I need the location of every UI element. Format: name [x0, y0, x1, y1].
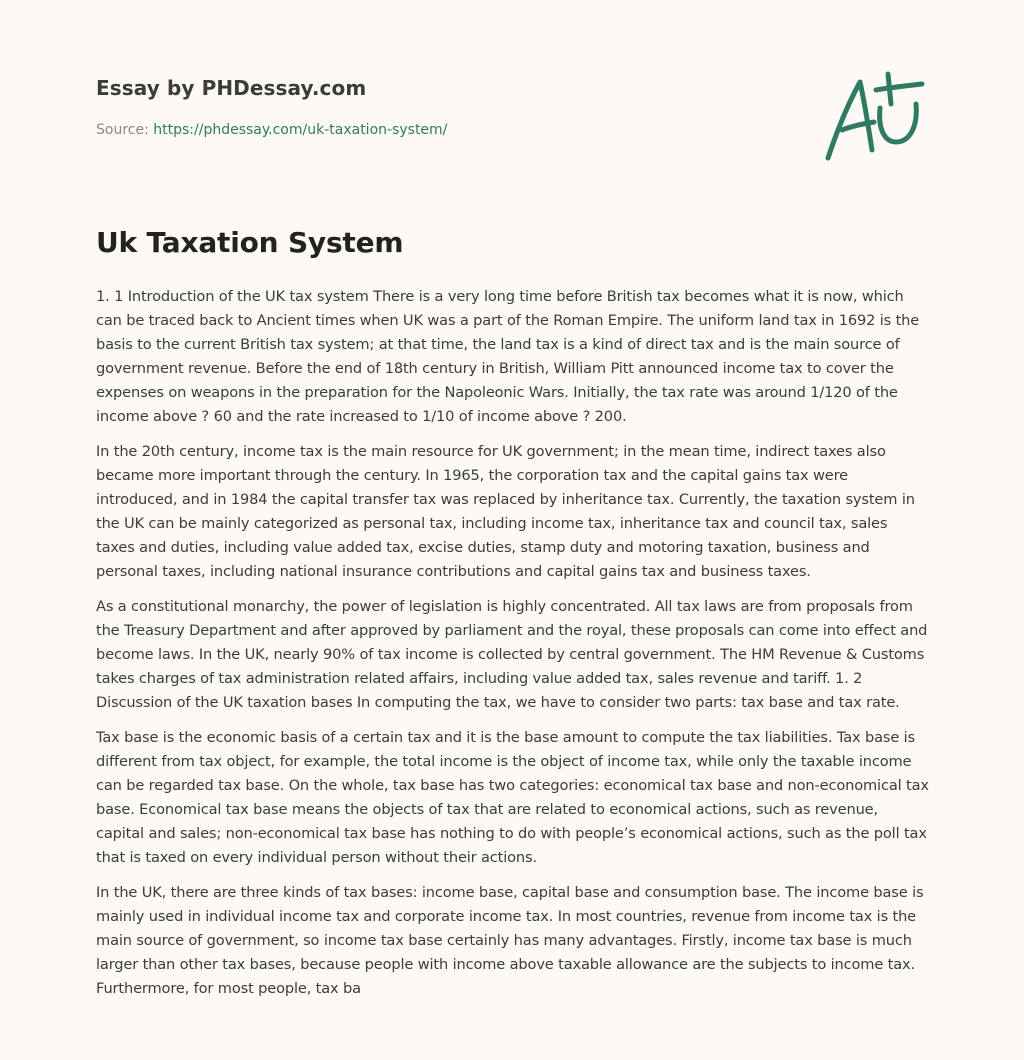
source-label: Source: — [96, 122, 154, 138]
source-line — [96, 122, 796, 138]
paragraph: 1. 1 Introduction of the UK tax system There is a very long time before British tax becomes what it is now, which can be traced back to Ancient times when UK was a part of the Roman Empire. The uniform land tax in 1692 is the basis to the current British tax system; at that time, the land tax is a kind of direct tax and is the main source of government revenue. Before the end of 18th century in British, William Pitt announced income tax to cover the expenses on weapons in the preparation for the Napoleonic Wars. Initially, the tax rate was around 1/120 of the income above ? 60 and the rate increased to 1/10 of income above ? 200. — [96, 288, 920, 425]
paragraph: In the 20th century, income tax is the main resource for UK government; in the mean time, indirect taxes also became more important through the century. In 1965, the corporation tax and the capital gains tax were introduced, and in 1984 the capital transfer tax was replaced by inheritance tax. Currently, the taxation system in the UK can be mainly categorized as personal tax, including income tax, inheritance tax and council tax, sales taxes and duties, including value added tax, excise duties, stamp duty and motoring taxation, business and personal taxes, including national insurance contributions and capital gains tax and business taxes. — [96, 443, 915, 580]
essay-body — [96, 285, 930, 1012]
essay-header — [96, 76, 796, 138]
a-plus-grade-icon — [818, 66, 930, 166]
essay-title: Uk Taxation System — [96, 226, 404, 259]
site-brand: Essay by PHDessay.com — [96, 76, 367, 100]
paragraph: As a constitutional monarchy, the power of legislation is highly concentrated. All tax laws are from proposals from the Treasury Department and after approved by parliament and the royal, these proposals can come into effect and become laws. In the UK, nearly 90% of tax income is collected by central government. The HM Revenue & Customs takes charges of tax administration related affairs, including value added tax, sales revenue and tariff. 1. 2 Discussion of the UK taxation bases In computing the tax, we have to consider two parts: tax base and tax rate. — [96, 598, 928, 711]
paragraph: In the UK, there are three kinds of tax bases: income base, capital base and consumption base. The income base is mainly used in individual income tax and corporate income tax. In most countries, revenue from income tax is the main source of government, so income tax base certainly has many advantages. Firstly, income tax base is much larger than other tax bases, because people with income above taxable allowance are the subjects to income tax. Furthermore, for most people, tax ba — [96, 884, 924, 997]
source-link[interactable]: https://phdessay.com/uk-taxation-system/ — [153, 122, 448, 138]
paragraph: Tax base is the economic basis of a certain tax and it is the base amount to compute the tax liabilities. Tax base is different from tax object, for example, the total income is the object of income tax, while only the taxable income can be regarded tax base. On the whole, tax base has two categories: economical tax base and non-economical tax base. Economical tax base means the objects of tax that are related to economical actions, such as revenue, capital and sales; non-economical tax base has nothing to do with people’s economical actions, such as the poll tax that is taxed on every individual person without their actions. — [96, 729, 929, 866]
